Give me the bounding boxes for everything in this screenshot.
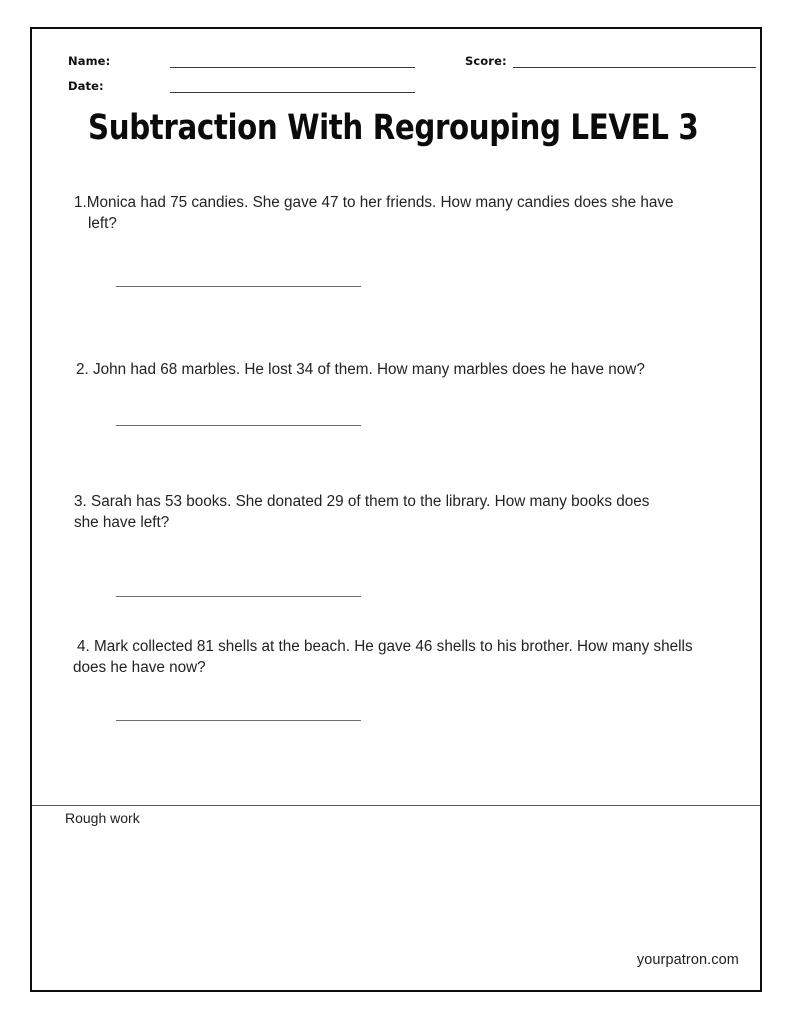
question-item-2 (76, 359, 756, 380)
answer-line-1[interactable] (116, 286, 361, 287)
question-item-1 (74, 192, 718, 234)
answer-line-2[interactable] (116, 425, 361, 426)
date-field-label: Date: (68, 79, 104, 93)
answer-line-4[interactable] (116, 720, 361, 721)
question-text-3-line-1: 3. Sarah has 53 books. She donated 29 of them to the library. How many books does (74, 493, 650, 510)
score-field-label: Score: (465, 54, 507, 68)
date-input-line[interactable] (170, 92, 415, 93)
question-text-4-line-1: 4. Mark collected 81 shells at the beach. He gave 46 shells to his brother. How many shells (77, 638, 693, 655)
page-title: Subtraction With Regrouping LEVEL 3 (88, 108, 699, 148)
score-input-line[interactable] (513, 67, 756, 68)
question-text-1-line-1: 1.Monica had 75 candies. She gave 47 to her friends. How many candies does she have (74, 194, 674, 211)
question-item-3 (74, 491, 726, 533)
name-field-label: Name: (68, 54, 111, 68)
question-text-2-line-1: 2. John had 68 marbles. He lost 34 of them. How many marbles does he have now? (76, 361, 645, 378)
site-credit: yourpatron.com (636, 952, 739, 968)
rough-work-divider (32, 805, 760, 806)
question-text-3-line-2: she have left? (74, 514, 170, 531)
name-input-line[interactable] (170, 67, 415, 68)
answer-line-3[interactable] (116, 596, 361, 597)
rough-work-label: Rough work (65, 810, 140, 826)
question-text-4-line-2: does he have now? (73, 659, 206, 676)
question-text-1-line-2: left? (88, 215, 117, 232)
question-item-4 (73, 636, 773, 678)
